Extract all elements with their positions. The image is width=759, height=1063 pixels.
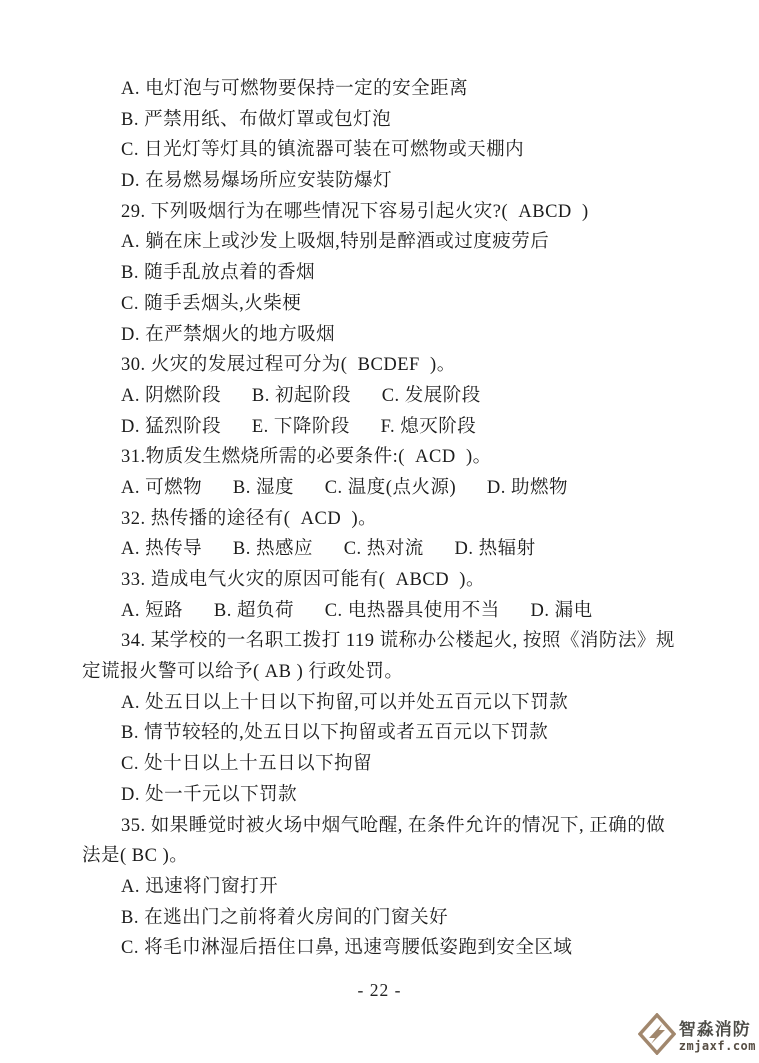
text-line: B. 情节较轻的,处五日以下拘留或者五百元以下罚款: [121, 723, 549, 744]
text-line: 法是( BC )。: [82, 846, 189, 867]
text-line: A. 短路 B. 超负荷 C. 电热器具使用不当 D. 漏电: [121, 600, 593, 621]
brand-watermark: [638, 1013, 756, 1060]
text-line: 定谎报火警可以给予( AB ) 行政处罚。: [82, 662, 404, 683]
text-line: D. 猛烈阶段 E. 下降阶段 F. 熄灭阶段: [121, 416, 477, 437]
text-line: C. 将毛巾淋湿后捂住口鼻, 迅速弯腰低姿跑到安全区域: [121, 938, 573, 959]
text-line: A. 处五日以上十日以下拘留,可以并处五百元以下罚款: [121, 692, 569, 713]
text-line: D. 在易燃易爆场所应安装防爆灯: [121, 171, 393, 192]
text-line: B. 严禁用纸、布做灯罩或包灯泡: [121, 109, 392, 130]
brand-domain: zmjaxf.com: [678, 1039, 756, 1053]
diamond-logo-icon: [638, 1013, 676, 1060]
text-line: A. 电灯泡与可燃物要保持一定的安全距离: [121, 79, 469, 99]
text-line: C. 处十日以上十五日以下拘留: [121, 754, 373, 775]
text-line: C. 随手丢烟头,火柴梗: [121, 293, 302, 314]
text-line: 30. 火灾的发展过程可分为( BCDEF )。: [121, 355, 456, 376]
text-line: A. 可燃物 B. 湿度 C. 温度(点火源) D. 助燃物: [121, 477, 568, 498]
text-line: C. 日光灯等灯具的镇流器可装在可燃物或天棚内: [121, 140, 525, 161]
text-line: D. 处一千元以下罚款: [121, 784, 298, 805]
text-line: 34. 某学校的一名职工拨打 119 谎称办公楼起火, 按照《消防法》规: [121, 631, 675, 652]
text-line: 33. 造成电气火灾的原因可能有( ABCD )。: [121, 570, 485, 590]
text-line: B. 随手乱放点着的香烟: [121, 263, 316, 284]
brand-name: 智淼消防: [678, 1020, 751, 1039]
text-line: A. 躺在床上或沙发上吸烟,特别是醉酒或过度疲劳后: [121, 232, 550, 253]
text-line: A. 迅速将门窗打开: [121, 876, 279, 897]
question-text-block: [82, 74, 721, 964]
text-line: 35. 如果睡觉时被火场中烟气呛醒, 在条件允许的情况下, 正确的做: [121, 815, 666, 836]
text-line: 29. 下列吸烟行为在哪些情况下容易引起火灾?( ABCD ): [121, 201, 589, 222]
text-line: A. 热传导 B. 热感应 C. 热对流 D. 热辐射: [121, 539, 536, 560]
text-line: B. 在逃出门之前将着火房间的门窗关好: [121, 907, 449, 928]
text-line: 31.物质发生燃烧所需的必要条件:( ACD )。: [121, 447, 492, 468]
text-line: A. 阴燃阶段 B. 初起阶段 C. 发展阶段: [121, 385, 481, 406]
page-number: - 22 -: [357, 980, 402, 1000]
brand-text-group: [679, 1021, 756, 1052]
text-line: 32. 热传播的途径有( ACD )。: [121, 508, 378, 529]
text-line: D. 在严禁烟火的地方吸烟: [121, 324, 336, 345]
